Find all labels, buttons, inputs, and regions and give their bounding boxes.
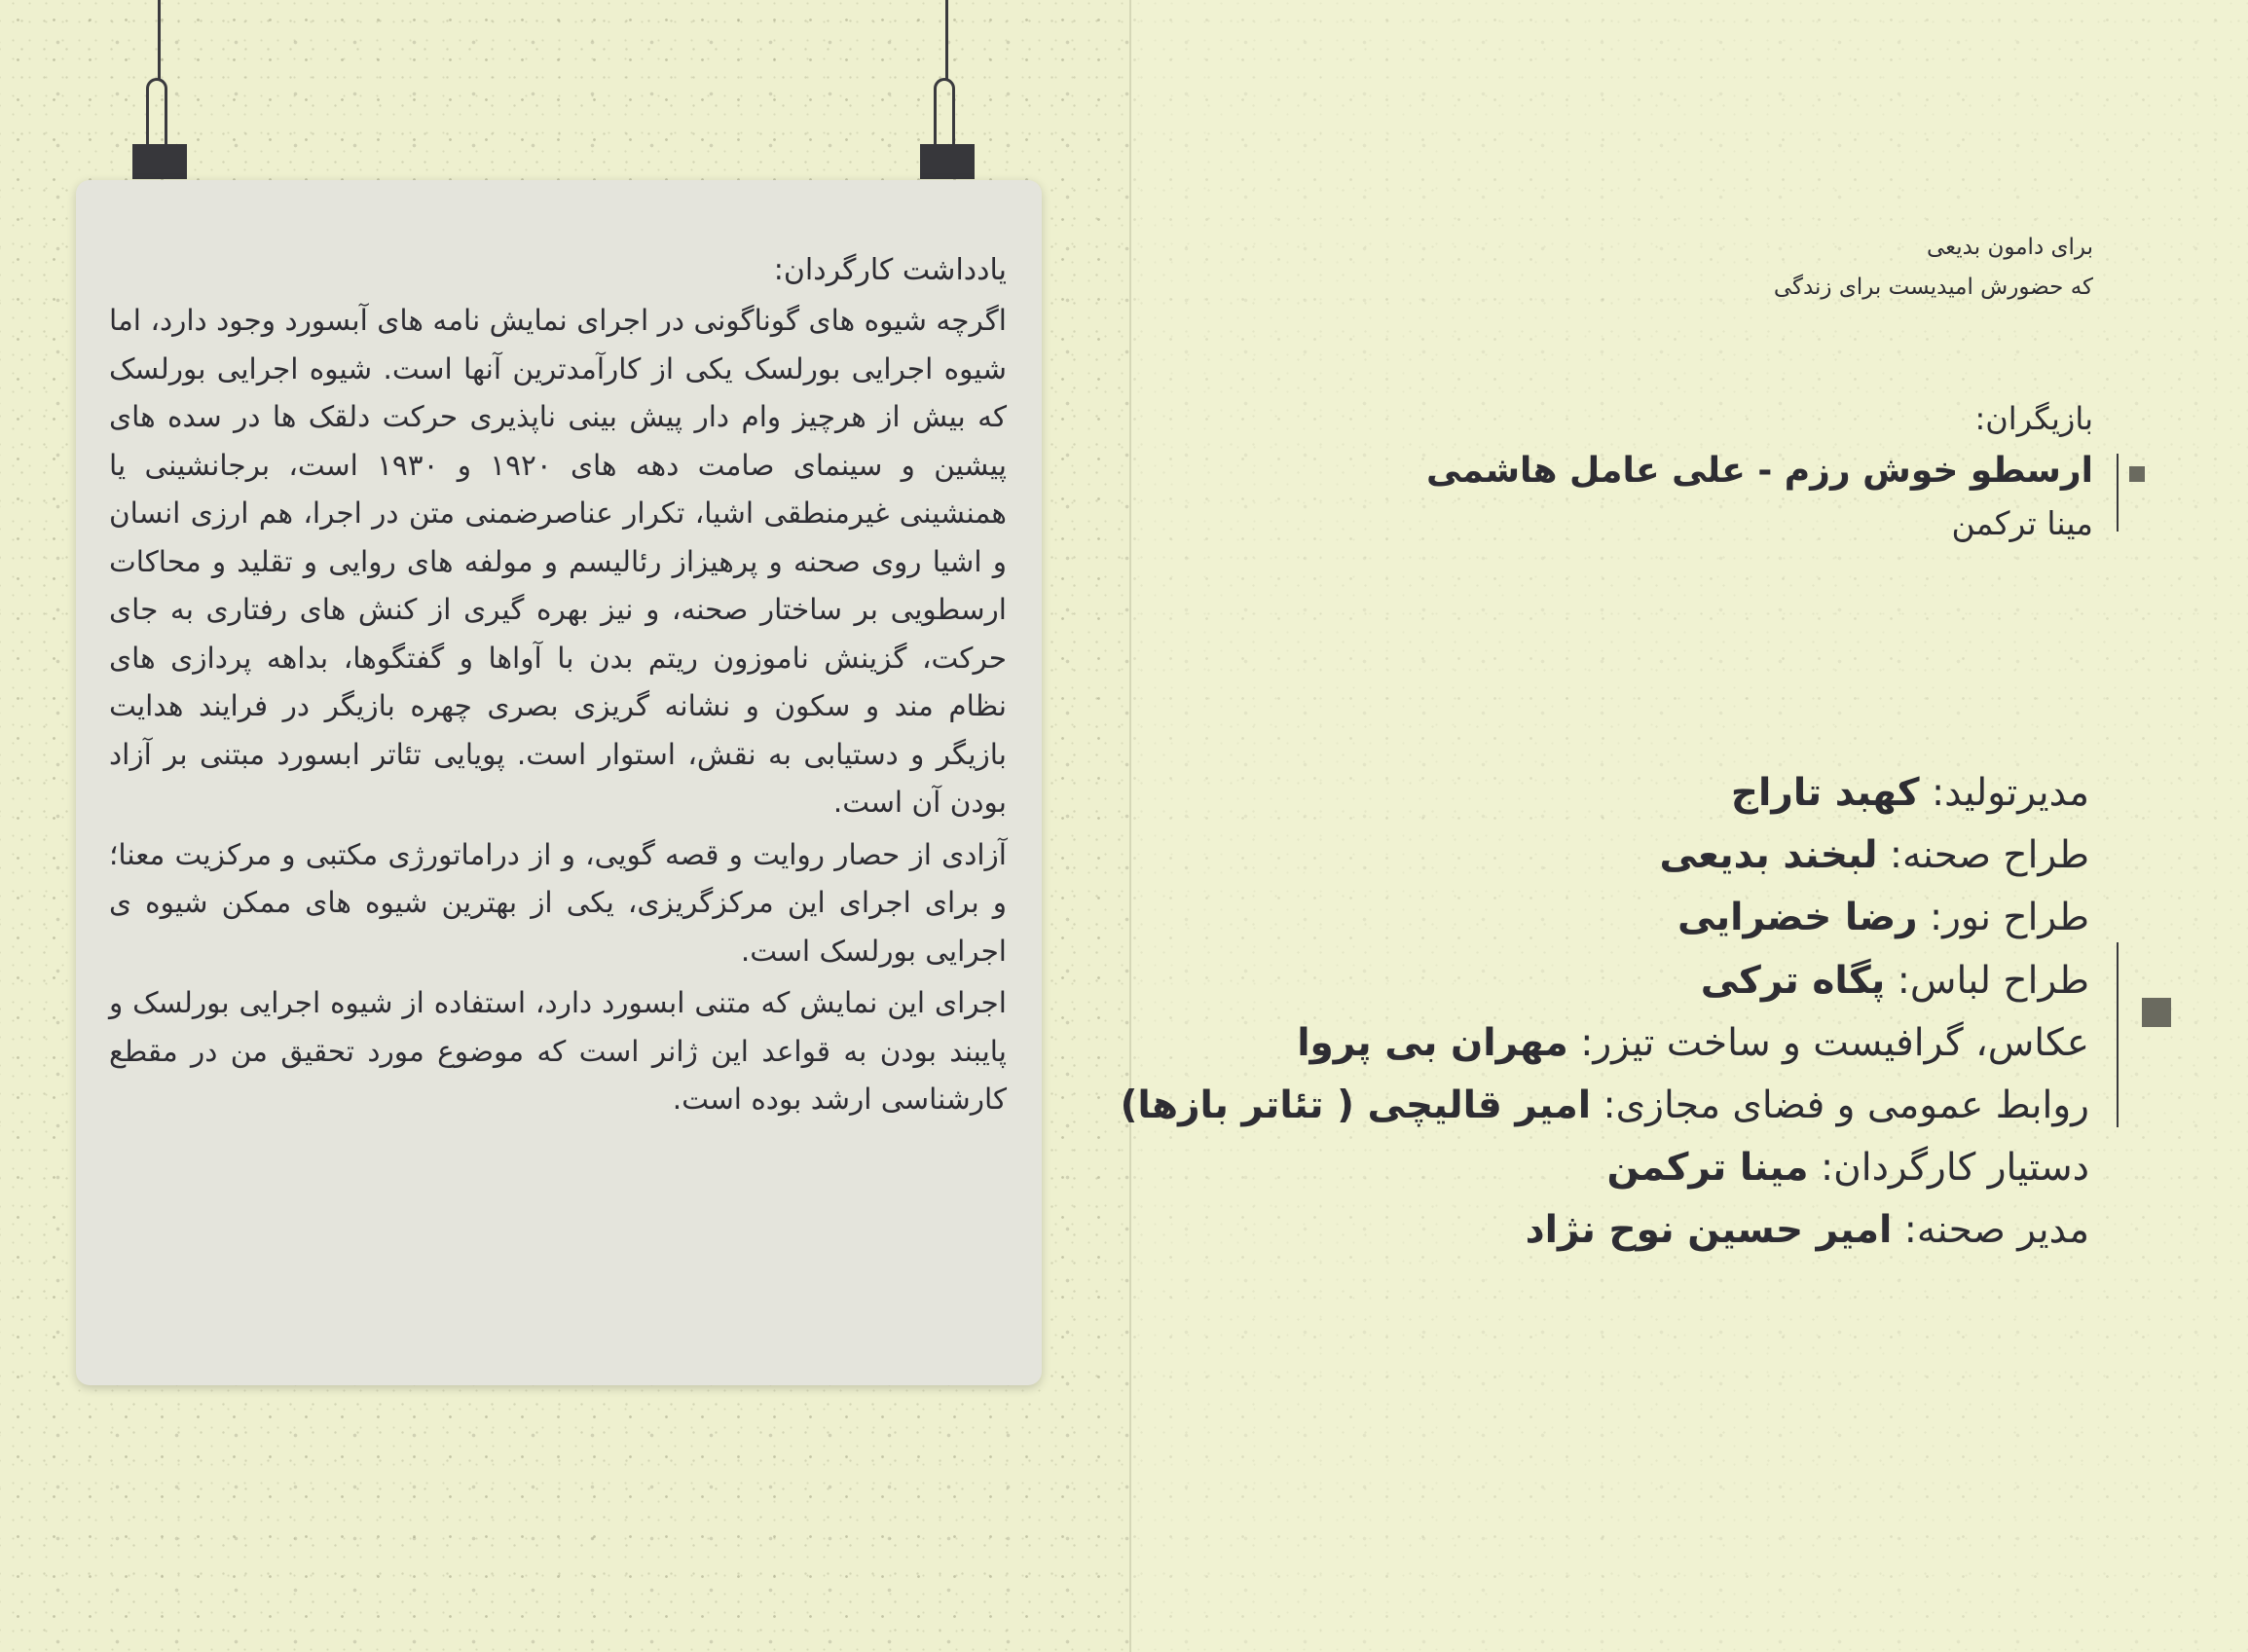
dedication-line: که حضورش امیدیست برای زندگی [1773, 275, 2093, 300]
crew-name: مهران بی پروا [1297, 1020, 1568, 1065]
director-note-paragraph: اگرچه شیوه های گوناگونی در اجرای نمایش نامه های آبسورد وجود دارد، اما شیوه اجرایی بورلسک یکی از کارآمدترین آنها است. شیوه اجرایی بورلسک که بیش از هرچیز وام دار پیش بینی ناپذیری حرکت دلقک ها در سده های پیشین و سینمای صامت دهه های ۱۹۲۰ و ۱۹۳۰ است، برجانشینی یا همنشینی غیرمنطقی اشیا، تکرار عناصرضمنی متن در اجرا، هم ارزی انسان و اشیا روی صحنه و پرهیزاز رئالیسم و مولفه های روایی و تقلید و محاکات ارسطویی بر ساختار صحنه، و نیز بهره گیری از کنش های رفتاری به جای حرکت، گزینش ناموزون ریتم بدن با آواها و گفتگوها، بداهه پردازی های نظام مند و سکون و نشانه گریزی بصری چهره بازیگر در فرایند هدایت بازیگر و دستیابی به نقش، استوار است. پویایی تئاتر ابسورد مبتنی بر آزاد بودن آن است. [109, 304, 1007, 819]
crew-name: لبخند بدیعی [1659, 833, 1878, 878]
crew-row [1121, 762, 2089, 825]
cast-section [1426, 394, 2093, 548]
director-note-paragraph: آزادی از حصار روایت و قصه گویی، و از دراماتورژی مکتبی و مرکزیت معنا؛ و برای اجرای این مرکزگریزی، یکی از بهترین شیوه های ممکن شیوه ی اجرایی بورلسک است. [109, 837, 1007, 968]
dedication [1774, 228, 2093, 308]
dedication-line: برای دامون بدیعی [1927, 235, 2093, 260]
crew-row [1121, 1012, 2089, 1075]
right-page [1120, 0, 2248, 1652]
binder-clip-icon [130, 0, 189, 180]
crew-role: مدیرتولید: [1932, 771, 2089, 815]
director-note-card [76, 180, 1042, 1385]
crew-name: امیر قالیچی ( تئاتر بازها) [1120, 1083, 1592, 1128]
square-bullet-icon [2142, 998, 2171, 1027]
crew-row [1121, 887, 2089, 949]
cast-names: مینا ترکمن [1951, 504, 2093, 542]
cast-heading: بازیگران: [1974, 400, 2093, 437]
crew-name: امیر حسین نوح نژاد [1525, 1208, 1893, 1253]
crew-section [1121, 762, 2089, 1263]
section-divider [2117, 942, 2119, 1127]
crew-row [1121, 1075, 2089, 1137]
binder-clip-icon [918, 0, 977, 180]
crew-role: طراح لباس: [1897, 958, 2089, 1003]
square-bullet-icon [2129, 466, 2145, 482]
crew-row [1121, 1137, 2089, 1199]
crew-name: مینا ترکمن [1606, 1146, 1809, 1191]
crew-role: طراح صحنه: [1889, 833, 2089, 878]
crew-name: رضا خضرایی [1677, 896, 1918, 940]
crew-row [1121, 950, 2089, 1012]
section-divider [2117, 454, 2119, 532]
crew-name: کهبد تاراج [1730, 771, 1920, 815]
crew-role: عکاس، گرافیست و ساخت تیزر: [1580, 1020, 2089, 1065]
director-note-paragraph: اجرای این نمایش که متنی ابسورد دارد، استفاده از شیوه اجرایی بورلسک و پایبند بودن به قواعد این ژانر است که موضوع مورد تحقیق من در مقطع کارشناسی ارشد بوده است. [109, 986, 1007, 1116]
crew-role: طراح نور: [1930, 896, 2089, 940]
crew-role: روابط عمومی و فضای مجازی: [1603, 1083, 2089, 1128]
crew-name: پگاه ترکی [1700, 958, 1886, 1003]
crew-role: دستیار کارگردان: [1820, 1146, 2089, 1191]
crew-row [1121, 1199, 2089, 1262]
crew-role: مدیر صحنه: [1903, 1208, 2089, 1253]
crew-row [1121, 825, 2089, 887]
director-note-title: یادداشت کارگردان: [773, 253, 1007, 287]
cast-names: ارسطو خوش رزم - علی عامل هاشمی [1426, 451, 2093, 491]
